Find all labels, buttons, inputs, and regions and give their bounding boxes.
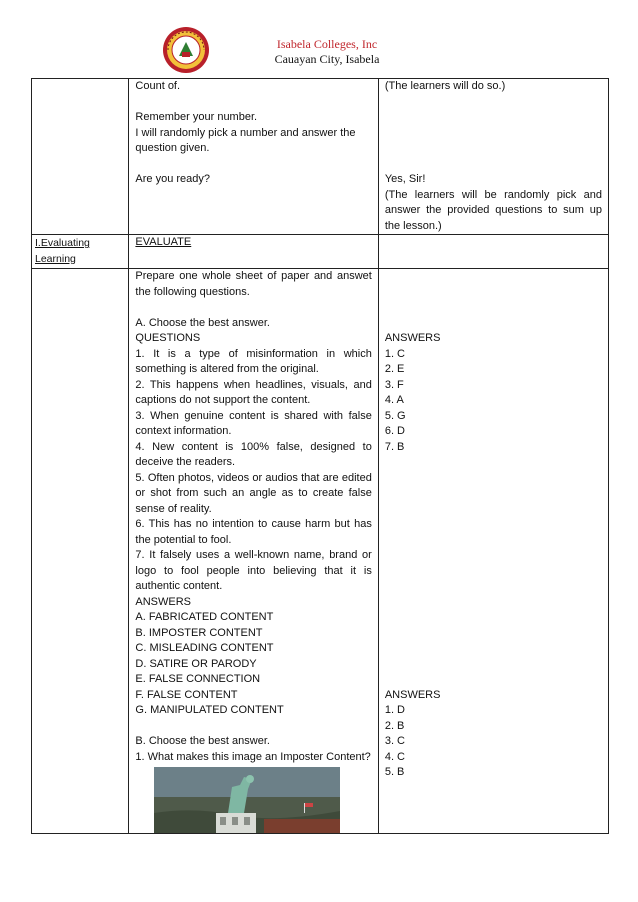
answer-item: 2. B	[384, 719, 405, 732]
stage-cell	[32, 79, 129, 235]
part-a-title: A. Choose the best answer.	[135, 316, 270, 329]
statue-photo-illustration	[154, 767, 340, 833]
instructions: Prepare one whole sheet of paper and answet the following questions.	[135, 270, 372, 298]
activity-line: Are you ready?	[135, 173, 211, 185]
part-b-question: 1. What makes this image an Imposter Content?	[135, 750, 371, 763]
choice-item: D. SATIRE OR PARODY	[135, 657, 257, 670]
school-seal-logo	[162, 26, 210, 74]
learner-activity-cell	[378, 79, 608, 235]
answer-item: 5. G	[384, 409, 406, 422]
activity-line: I will randomly pick a number and answer the question given.	[135, 126, 356, 154]
question-item: 2. This happens when headlines, visuals, and captions do not support the content.	[135, 378, 372, 406]
choice-item: F. FALSE CONTENT	[135, 688, 238, 701]
answer-item: 4. A	[384, 394, 404, 406]
choices-heading: ANSWERS	[135, 595, 192, 608]
answer-item: 6. D	[384, 425, 406, 437]
choice-item: A. FABRICATED CONTENT	[135, 611, 274, 623]
question-item: 1. It is a type of misinformation in which something is altered from the original.	[135, 347, 372, 375]
part-b-title: B. Choose the best answer.	[135, 735, 270, 747]
question-item: 6. This has no intention to cause harm but has the potential to fool.	[135, 518, 372, 546]
teacher-activity-cell	[129, 79, 378, 235]
answers-heading: ANSWERS	[384, 688, 441, 701]
stage-cell	[32, 269, 129, 834]
table-row	[32, 269, 609, 834]
answer-item: 1. C	[384, 347, 406, 360]
answer-item: 5. B	[384, 766, 405, 778]
answer-item: 3. F	[384, 378, 404, 391]
answer-item: 2. E	[384, 363, 405, 375]
answers-heading: ANSWERS	[384, 332, 441, 344]
questions-heading: QUESTIONS	[135, 332, 201, 344]
answer-item: 7. B	[384, 440, 405, 453]
question-item: 4. New content is 100% false, designed to deceive the readers.	[135, 440, 372, 468]
phase-label: EVALUATE	[129, 235, 378, 269]
empty-cell	[378, 235, 608, 269]
evaluation-cell	[129, 269, 378, 834]
activity-line: Remember your number.	[135, 111, 258, 123]
learner-line: (The learners will do so.)	[384, 80, 506, 92]
answer-item: 3. C	[384, 735, 406, 747]
document-header	[0, 0, 638, 78]
answer-item: 4. C	[384, 750, 406, 763]
lesson-plan-table	[31, 78, 609, 834]
choice-item: C. MISLEADING CONTENT	[135, 642, 274, 654]
question-item: 7. It falsely uses a well-known name, brand or logo to fool people into believing that it is authentic content.	[135, 549, 372, 592]
table-row	[32, 235, 609, 269]
choice-item: E. FALSE CONNECTION	[135, 673, 261, 685]
choice-item: G. MANIPULATED CONTENT	[135, 704, 284, 716]
question-item: 3. When genuine content is shared with false context information.	[135, 409, 372, 437]
school-name: Isabela Colleges, Inc	[276, 37, 378, 51]
school-location: Cauayan City, Isabela	[274, 52, 380, 66]
learner-line: Yes, Sir!	[384, 173, 426, 185]
table-row	[32, 79, 609, 235]
answer-item: 1. D	[384, 704, 406, 716]
answer-key-cell	[378, 269, 608, 834]
school-heading	[262, 37, 392, 67]
imposter-content-photo	[154, 767, 340, 833]
choice-item: B. IMPOSTER CONTENT	[135, 626, 263, 639]
activity-line: Count of.	[135, 80, 181, 92]
question-item: 5. Often photos, videos or audios that are edited or shot from such an angle as to create false sense of reality.	[135, 471, 372, 515]
stage-label: I.Evaluating Learning	[32, 235, 129, 269]
learner-line: (The learners will be randomly pick and answer the provided questions to sum up the lesson.)	[384, 188, 602, 232]
